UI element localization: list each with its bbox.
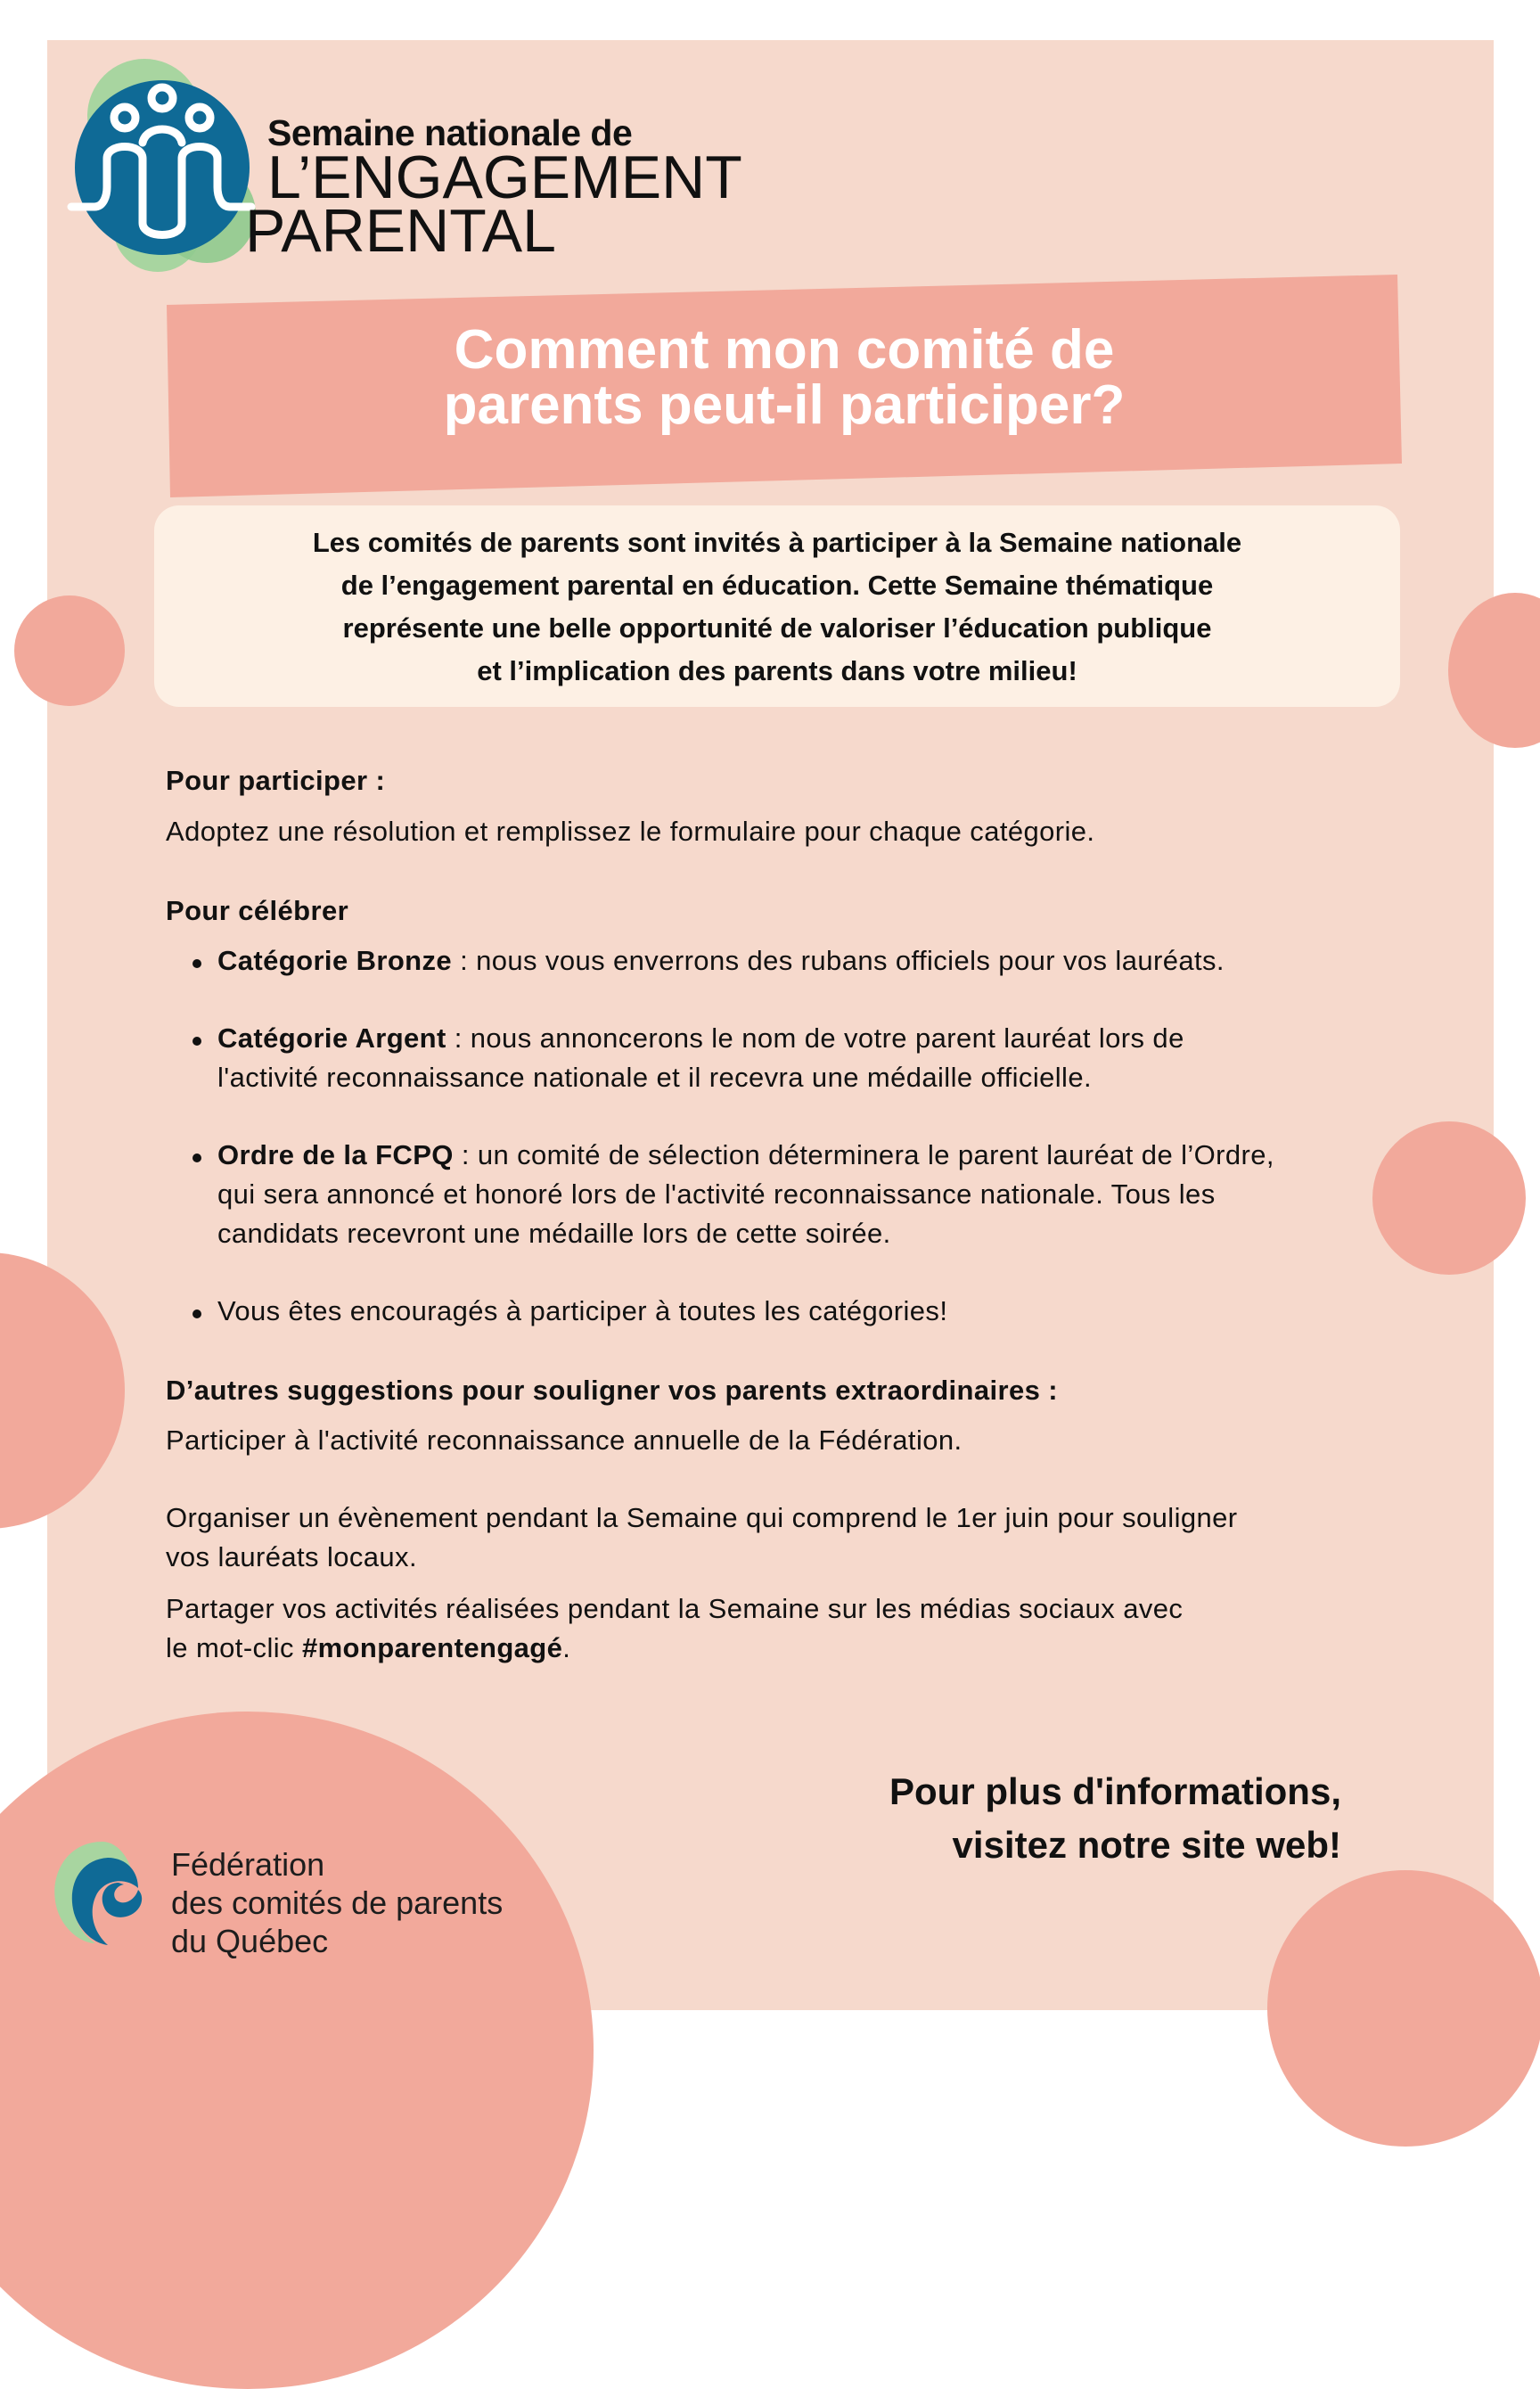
intro-text <box>154 521 1400 693</box>
intro-line: Les comités de parents sont invités à participer à la Semaine nationale <box>312 527 1242 558</box>
silver-text-1: : nous annoncerons le nom de votre parent lauréat lors de <box>446 1022 1184 1054</box>
intro-line: représente une belle opportunité de valoriser l’éducation publique <box>342 612 1212 644</box>
participate-text: Adoptez une résolution et remplissez le formulaire pour chaque catégorie. <box>166 816 1095 847</box>
decor-circle-right-mid <box>1372 1121 1526 1275</box>
cta-text <box>766 1765 1341 1872</box>
intro-line: et l’implication des parents dans votre milieu! <box>477 655 1077 686</box>
suggestion-2 <box>166 1498 1238 1577</box>
parents-family-icon <box>64 53 269 276</box>
suggestion-3-line-1: Partager vos activités réalisées pendant la Semaine sur les médias sociaux avec <box>166 1593 1184 1624</box>
suggestion-3-prefix: le mot-clic <box>166 1632 302 1663</box>
bullet-dot <box>192 959 201 968</box>
bullet-order <box>217 1136 1274 1253</box>
silver-text-2: l'activité reconnaissance nationale et il recevra une médaille officielle. <box>217 1062 1092 1093</box>
cta-line-2: visitez notre site web! <box>952 1824 1341 1866</box>
intro-line: de l’engagement parental en éducation. Cette Semaine thématique <box>340 570 1214 601</box>
silver-label: Catégorie Argent <box>217 1022 446 1054</box>
celebrate-heading: Pour célébrer <box>166 895 349 926</box>
federation-line-2: des comités de parents <box>171 1884 504 1921</box>
page-title <box>167 319 1402 436</box>
participate-heading: Pour participer : <box>166 765 386 796</box>
order-text-2: qui sera annoncé et honoré lors de l'activité reconnaissance nationale. Tous les <box>217 1178 1216 1210</box>
bronze-text: : nous vous enverrons des rubans officiels pour vos lauréats. <box>452 945 1225 976</box>
federation-line-1: Fédération <box>171 1846 325 1883</box>
suggestion-2-line-1: Organiser un évènement pendant la Semaine qui comprend le 1er juin pour souligner <box>166 1502 1238 1533</box>
page-title-line-1: Comment mon comité de <box>454 319 1115 381</box>
bullet-bronze <box>217 941 1225 981</box>
bullet-silver <box>217 1019 1184 1097</box>
decor-circle-bottom-right <box>1267 1870 1540 2147</box>
hashtag: #monparentengagé <box>301 1632 563 1663</box>
bullet-dot <box>192 1309 201 1318</box>
logo-line-2: L’ENGAGEMENT <box>267 144 742 211</box>
order-text-3: candidats recevront une médaille lors de cette soirée. <box>217 1218 891 1249</box>
logo-line-3: PARENTAL <box>245 197 556 265</box>
order-text-1: : un comité de sélection déterminera le parent lauréat de l’Ordre, <box>453 1139 1274 1170</box>
suggestion-1: Participer à l'activité reconnaissance annuelle de la Fédération. <box>166 1424 962 1456</box>
suggestion-3 <box>166 1589 1183 1668</box>
federation-name <box>171 1845 503 1960</box>
bullet-dot <box>192 1037 201 1046</box>
fcpq-swirl-logo-icon <box>49 1835 156 1950</box>
decor-circle-left-small <box>14 595 125 706</box>
logo-line-1: Semaine nationale de <box>267 112 633 153</box>
bullet-all: Vous êtes encouragés à participer à toutes les catégories! <box>217 1295 948 1326</box>
suggestions-heading: D’autres suggestions pour souligner vos parents extraordinaires : <box>166 1375 1059 1406</box>
page-title-line-2: parents peut-il participer? <box>443 374 1126 436</box>
cta-line-1: Pour plus d'informations, <box>889 1770 1341 1812</box>
federation-line-3: du Québec <box>171 1923 329 1959</box>
order-label: Ordre de la FCPQ <box>217 1139 454 1170</box>
bronze-label: Catégorie Bronze <box>217 945 453 976</box>
suggestion-3-suffix: . <box>562 1632 571 1663</box>
bullet-dot <box>192 1153 201 1162</box>
suggestion-2-line-2: vos lauréats locaux. <box>166 1541 417 1572</box>
